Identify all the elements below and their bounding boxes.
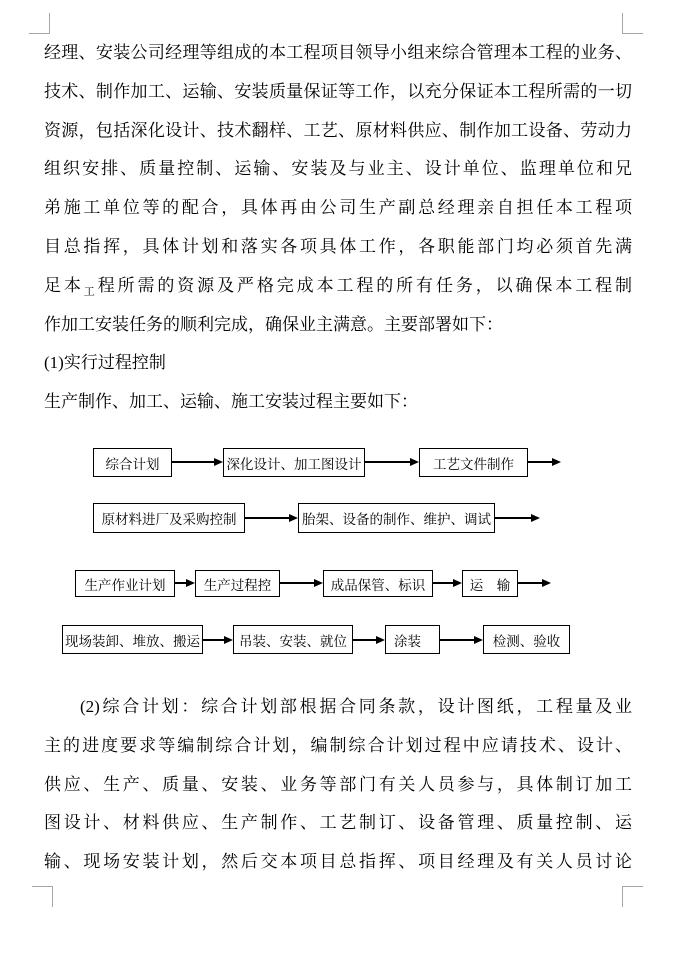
flow-arrow [495, 517, 531, 519]
flow-node-row2-1: 原材料进厂及采购控制 [93, 503, 245, 533]
flow-node-row4-2: 吊装、安装、就位 [233, 625, 353, 654]
flow-node-row4-3: 涂装 [385, 625, 440, 654]
crop-mark-bottom-left [32, 886, 53, 907]
crop-mark-top-left [29, 13, 50, 34]
flow-node-row1-3: 工艺文件制作 [419, 448, 528, 477]
subscript-char: 工 [83, 285, 98, 298]
paragraph-line: 主的进度要求等编制综合计划，编制综合计划过程中应请技术、设计、 [44, 735, 632, 755]
paragraph-line: 资源，包括深化设计、技术翻样、工艺、原材料供应、制作加工设备、劳动力 [44, 120, 632, 140]
paragraph-line: 图设计、材料供应、生产制作、工艺制订、设备管理、质量控制、运 [44, 813, 632, 833]
flow-arrow [245, 517, 289, 519]
flow-arrow [175, 582, 186, 584]
flow-node-row3-2: 生产过程控 [195, 570, 280, 597]
flow-node-row2-2: 胎架、设备的制作、维护、调试 [298, 503, 495, 533]
flow-arrow [528, 461, 552, 463]
flow-node-row3-3: 成品保管、标识 [323, 570, 433, 597]
flow-node-row4-1: 现场装卸、堆放、搬运 [62, 625, 203, 654]
crop-mark-bottom-right [622, 886, 643, 907]
paragraph-line: 目总指挥，具体计划和落实各项具体工作，各职能部门均必须首先满 [44, 236, 632, 256]
flow-node-row3-4: 运 输 [462, 570, 518, 597]
flow-arrow [433, 582, 453, 584]
crop-mark-top-right [622, 13, 643, 34]
flow-arrow [203, 639, 224, 641]
flow-node-row4-4: 检测、验收 [483, 625, 570, 654]
flow-node-row1-1: 综合计划 [93, 448, 172, 477]
flow-arrow [353, 639, 376, 641]
paragraph-line: 组织安排、质量控制、运输、安装及与业主、设计单位、监理单位和兄 [44, 159, 632, 179]
paragraph-line: 经理、安装公司经理等组成的本工程项目领导小组来综合管理本工程的业务、 [44, 43, 632, 62]
paragraph-line: 作加工安装任务的顺利完成，确保业主满意。主要部署如下： [44, 314, 503, 334]
line-segment: 足本 [44, 275, 84, 295]
flow-arrow [440, 639, 474, 641]
flow-arrow [172, 461, 214, 463]
paragraph-line: 生产制作、加工、运输、施工安装过程主要如下： [44, 392, 418, 412]
paragraph-line: 供应、生产、质量、安装、业务等部门有关人员参与，具体制订加工 [44, 774, 632, 794]
flow-arrow [280, 582, 314, 584]
flow-node-row3-1: 生产作业计划 [75, 570, 175, 597]
line-segment: 程所需的资源及严格完成本工程的所有任务，以确保本工程制 [97, 275, 633, 295]
paragraph-line: (2)综合计划：综合计划部根据合同条款，设计图纸，工程量及业 [80, 697, 632, 716]
paragraph-block-2 [44, 688, 632, 882]
flow-arrow [518, 582, 542, 584]
flow-arrow [365, 461, 410, 463]
paragraph-block-1 [44, 34, 632, 422]
paragraph-line: (1)实行过程控制 [44, 353, 166, 373]
paragraph-line [44, 267, 632, 306]
paragraph-line: 输、现场安装计划，然后交本项目总指挥、项目经理及有关人员讨论 [44, 852, 632, 872]
paragraph-line: 弟施工单位等的配合，具体再由公司生产副总经理亲自担任本工程项 [44, 198, 632, 218]
paragraph-line: 技术、制作加工、运输、安装质量保证等工作，以充分保证本工程所需的一切 [44, 81, 632, 101]
flow-node-row1-2: 深化设计、加工图设计 [223, 448, 365, 477]
